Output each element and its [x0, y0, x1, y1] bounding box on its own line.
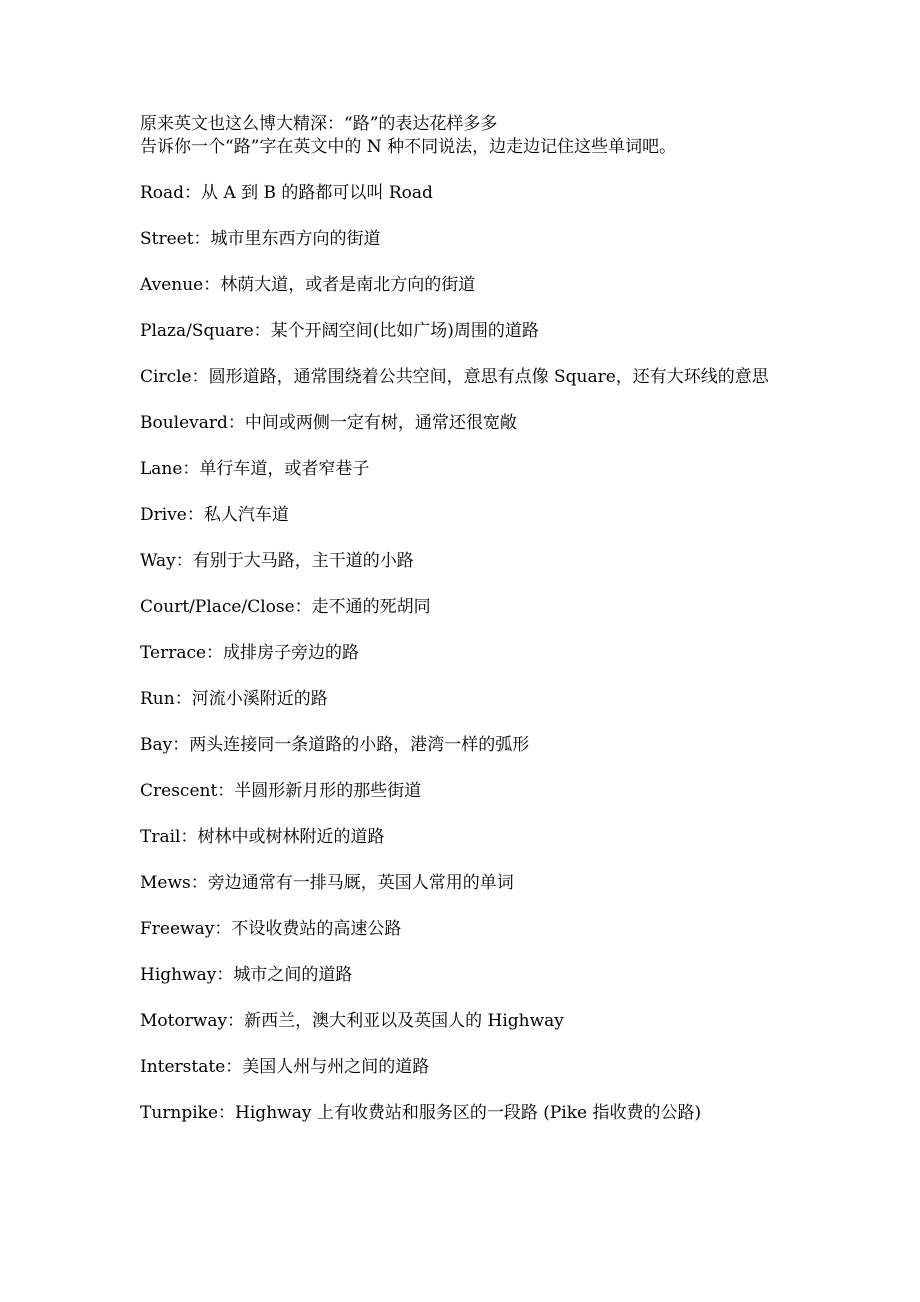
road-term-entry: Highway：城市之间的道路 — [140, 965, 353, 985]
road-term-entry: Drive：私人汽车道 — [140, 505, 289, 525]
road-term-entry: Way：有别于大马路，主干道的小路 — [140, 551, 414, 571]
road-term-entry: Turnpike：Highway 上有收费站和服务区的一段路 (Pike 指收费的公路) — [140, 1103, 702, 1123]
road-term-entry: Crescent：半圆形新月形的那些街道 — [140, 781, 422, 801]
document-body — [140, 113, 790, 1125]
road-term-entry: Plaza/Square：某个开阔空间(比如广场)周围的道路 — [140, 321, 539, 341]
road-term-entry: Street：城市里东西方向的街道 — [140, 229, 381, 249]
road-term-entry: Interstate：美国人州与州之间的道路 — [140, 1057, 430, 1077]
road-term-entry: Mews：旁边通常有一排马厩，英国人常用的单词 — [140, 873, 514, 893]
road-term-entry: Terrace：成排房子旁边的路 — [140, 643, 360, 663]
document-intro: 告诉你一个“路”字在英文中的 N 种不同说法，边走边记住这些单词吧。 — [140, 137, 677, 157]
road-term-entry: Court/Place/Close：走不通的死胡同 — [140, 597, 431, 617]
road-term-entry: Lane：单行车道，或者窄巷子 — [140, 459, 370, 479]
road-term-entry: Boulevard：中间或两侧一定有树，通常还很宽敞 — [140, 413, 517, 433]
road-term-entry: Road：从 A 到 B 的路都可以叫 Road — [140, 183, 433, 203]
road-term-entry: Motorway：新西兰，澳大利亚以及英国人的 Highway — [140, 1011, 564, 1031]
road-term-entry: Trail：树林中或树林附近的道路 — [140, 827, 385, 847]
document-title: 原来英文也这么博大精深：“路”的表达花样多多 — [140, 114, 498, 134]
road-term-entry: Run：河流小溪附近的路 — [140, 689, 328, 709]
road-term-entry: Bay：两头连接同一条道路的小路，港湾一样的弧形 — [140, 735, 530, 755]
road-term-list — [140, 182, 790, 1125]
road-term-entry: Circle：圆形道路，通常围绕着公共空间，意思有点像 Square，还有大环线的意思 — [140, 367, 769, 387]
road-term-entry: Freeway：不设收费站的高速公路 — [140, 919, 402, 939]
road-term-entry: Avenue：林荫大道，或者是南北方向的街道 — [140, 275, 476, 295]
